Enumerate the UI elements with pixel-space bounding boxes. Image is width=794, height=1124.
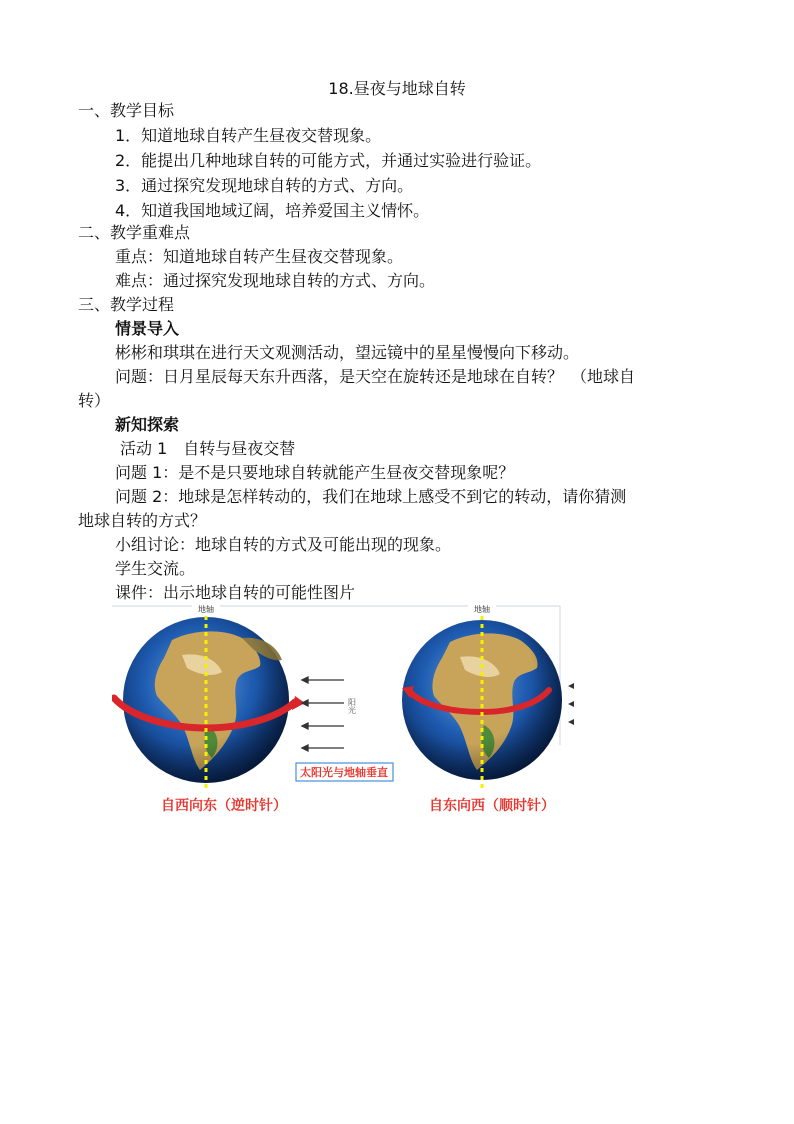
earth-rotation-figure bbox=[112, 600, 580, 822]
axis-label: 地轴 bbox=[198, 605, 214, 614]
question-2: 问题 2：地球是怎样转动的，我们在地球上感受不到它的转动，请你猜测 bbox=[115, 487, 627, 506]
student-exchange: 学生交流。 bbox=[115, 559, 196, 578]
subheading-explore: 新知探索 bbox=[115, 415, 180, 434]
left-caption: 自西向东（逆时针） bbox=[161, 797, 287, 813]
right-globe bbox=[402, 604, 562, 790]
section-heading-process: 三、教学过程 bbox=[78, 295, 175, 314]
activity-title: 活动 1 自转与昼夜交替 bbox=[120, 439, 296, 458]
objective-item: 1．知道地球自转产生昼夜交替现象。 bbox=[115, 126, 382, 145]
page-title: 18.昼夜与地球自转 bbox=[328, 79, 466, 98]
courseware-note: 课件：出示地球自转的可能性图片 bbox=[115, 583, 356, 602]
left-globe bbox=[114, 604, 305, 792]
intro-question-continued: 转） bbox=[78, 391, 111, 410]
question-1: 问题 1：是不是只要地球自转就能产生昼夜交替现象呢？ bbox=[115, 463, 515, 482]
intro-question: 问题：日月星辰每天东升西落，是天空在旋转还是地球在自转？ （地球自 bbox=[115, 367, 636, 386]
axis-label: 地轴 bbox=[474, 605, 490, 614]
group-discussion: 小组讨论：地球自转的方式及可能出现的现象。 bbox=[115, 535, 452, 554]
objective-item: 2．能提出几种地球自转的可能方式，并通过实验进行验证。 bbox=[115, 151, 542, 170]
sunlight-label: 阳光 bbox=[347, 698, 357, 714]
section-heading-objectives: 一、教学目标 bbox=[78, 101, 175, 120]
key-point-difficult: 难点：通过探究发现地球自转的方式、方向。 bbox=[115, 271, 436, 290]
right-caption: 自东向西（顺时针） bbox=[429, 797, 555, 813]
center-caption: 太阳光与地轴垂直 bbox=[300, 767, 388, 779]
right-edge-arrows bbox=[568, 683, 574, 725]
section-heading-key-points: 二、教学重难点 bbox=[78, 223, 191, 242]
intro-text: 彬彬和琪琪在进行天文观测活动，望远镜中的星星慢慢向下移动。 bbox=[115, 343, 580, 362]
objective-item: 3．通过探究发现地球自转的方式、方向。 bbox=[115, 176, 414, 195]
subheading-intro: 情景导入 bbox=[115, 319, 180, 338]
key-point-important: 重点：知道地球自转产生昼夜交替现象。 bbox=[115, 247, 404, 266]
question-2-continued: 地球自转的方式？ bbox=[78, 511, 207, 530]
sunlight-arrows bbox=[302, 677, 344, 751]
objective-item: 4．知道我国地域辽阔，培养爱国主义情怀。 bbox=[115, 201, 430, 220]
